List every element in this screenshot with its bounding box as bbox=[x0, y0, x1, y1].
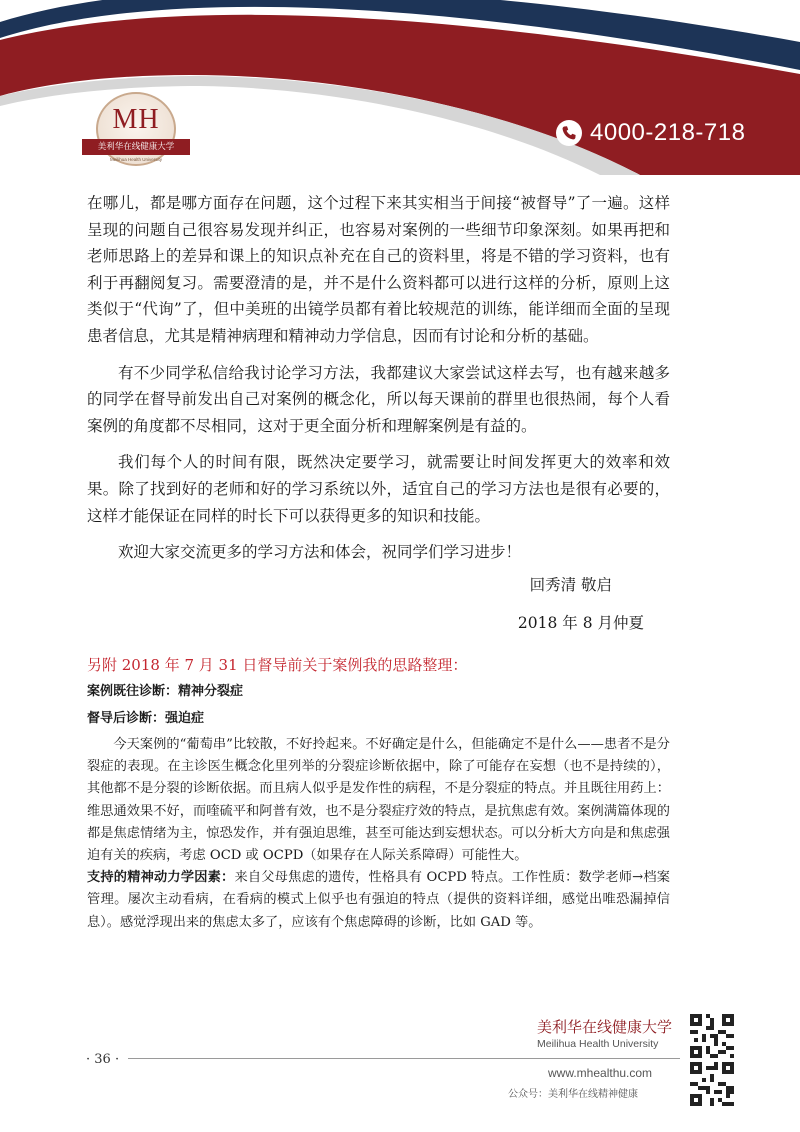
article-body bbox=[87, 190, 670, 636]
psychodynamic-text: 来自父母焦虑的遗传，性格具有 OCPD 特点。工作性质：数学老师→档案管理。屡次主动看病，在看病的模式上似乎也有强迫的特点（提供的资料详细，感觉出唯恐漏掉信息）。感觉浮现出来的焦虑太多了，应该有个焦虑障碍的诊断，比如 GAD 等。 bbox=[87, 870, 670, 930]
hotline bbox=[556, 116, 745, 150]
footer-org-name: 美利华在线健康大学 bbox=[537, 1018, 673, 1036]
footer-divider bbox=[128, 1058, 680, 1059]
paragraph: 在哪儿，都是哪方面存在问题，这个过程下来其实相当于间接“被督导”了一遍。这样呈现的问题自己很容易发现并纠正，也容易对案例的一些细节印象深刻。如果再把和老师思路上的差异和课上的知识点补充在自己的资料里，将是不错的学习资料，也有利于再翻阅复习。需要澄清的是，并不是什么资料都可以进行这样的分析，原则上这类似于“代询”了，但中美班的出镜学员都有着比较规范的训练，能详细而全面的呈现患者信息，尤其是精神病理和精神动力学信息，因而有讨论和分析的基础。 bbox=[87, 194, 670, 345]
appendix-title: 另附 2018 年 7 月 31 日督导前关于案例我的思路整理： bbox=[87, 656, 468, 674]
qr-code-icon bbox=[690, 1062, 734, 1106]
phone-number: 4000-218-718 bbox=[590, 119, 746, 146]
paragraph: 我们每个人的时间有限，既然决定要学习，就需要让时间发挥更大的效率和效果。除了找到好的老师和好的学习系统以外，适宜自己的学习方法也是很有必要的，这样才能保证在同样的时长下可以获得更多的知识和技能。 bbox=[87, 453, 670, 525]
qr-code-icon bbox=[690, 1014, 734, 1058]
footer-org-english: Meilihua Health University bbox=[537, 1038, 659, 1050]
signature-date: 2018 年 8 月仲夏 bbox=[517, 613, 644, 632]
signature: 回秀清 敬启 bbox=[529, 575, 612, 594]
previous-diagnosis: 案例既往诊断：精神分裂症 bbox=[87, 684, 244, 699]
footer-website: www.mhealthu.com bbox=[548, 1066, 653, 1080]
psychodynamic-factors bbox=[87, 867, 670, 934]
logo-ribbon: 美利华在线健康大学 bbox=[82, 139, 190, 155]
paragraph: 欢迎大家交流更多的学习方法和体会，祝同学们学习进步！ bbox=[118, 543, 522, 562]
appendix-section bbox=[87, 654, 670, 934]
case-analysis: 今天案例的“葡萄串”比较散，不好拎起来。不好确定是什么，但能确定不是什么——患者不是分裂症的表现。在主诊医生概念化里列举的分裂症诊断依据中，除了可能存在妄想（也不是持续的），其他都不是分裂的诊断依据。而且病人似乎是发作性的病程，不是分裂症的特点。并且既往用药上：维思通效果不好，而喹硫平和阿普有效，也不是分裂症疗效的特点，是抗焦虑有效。案例满篇体现的都是焦虑情绪为主，惊恐发作，并有强迫思维，甚至可能达到妄想状态。可以分析大方向是和焦虑强迫有关的疾病，考虑 OCD 或 OCPD（如果存在人际关系障碍）可能性大。 bbox=[87, 737, 670, 864]
footer-wechat: 公众号：美利华在线精神健康 bbox=[508, 1089, 638, 1100]
university-logo bbox=[82, 92, 190, 170]
paragraph: 有不少同学私信给我讨论学习方法，我都建议大家尝试这样去写，也有越来越多的同学在督导前发出自己对案例的概念化，所以每天课前的群里也很热闹，每个人看案例的角度都不尽相同，这对于更全面分析和理解案例是有益的。 bbox=[87, 363, 670, 435]
page-number: · 36 · bbox=[86, 1052, 120, 1067]
revised-diagnosis: 督导后诊断：强迫症 bbox=[87, 711, 205, 726]
logo-letters: MH bbox=[112, 104, 160, 135]
logo-subtitle: Meilihua Health University bbox=[109, 157, 163, 162]
psychodynamic-label: 支持的精神动力学因素： bbox=[87, 870, 235, 886]
page-header bbox=[0, 0, 800, 175]
phone-icon bbox=[556, 120, 582, 146]
